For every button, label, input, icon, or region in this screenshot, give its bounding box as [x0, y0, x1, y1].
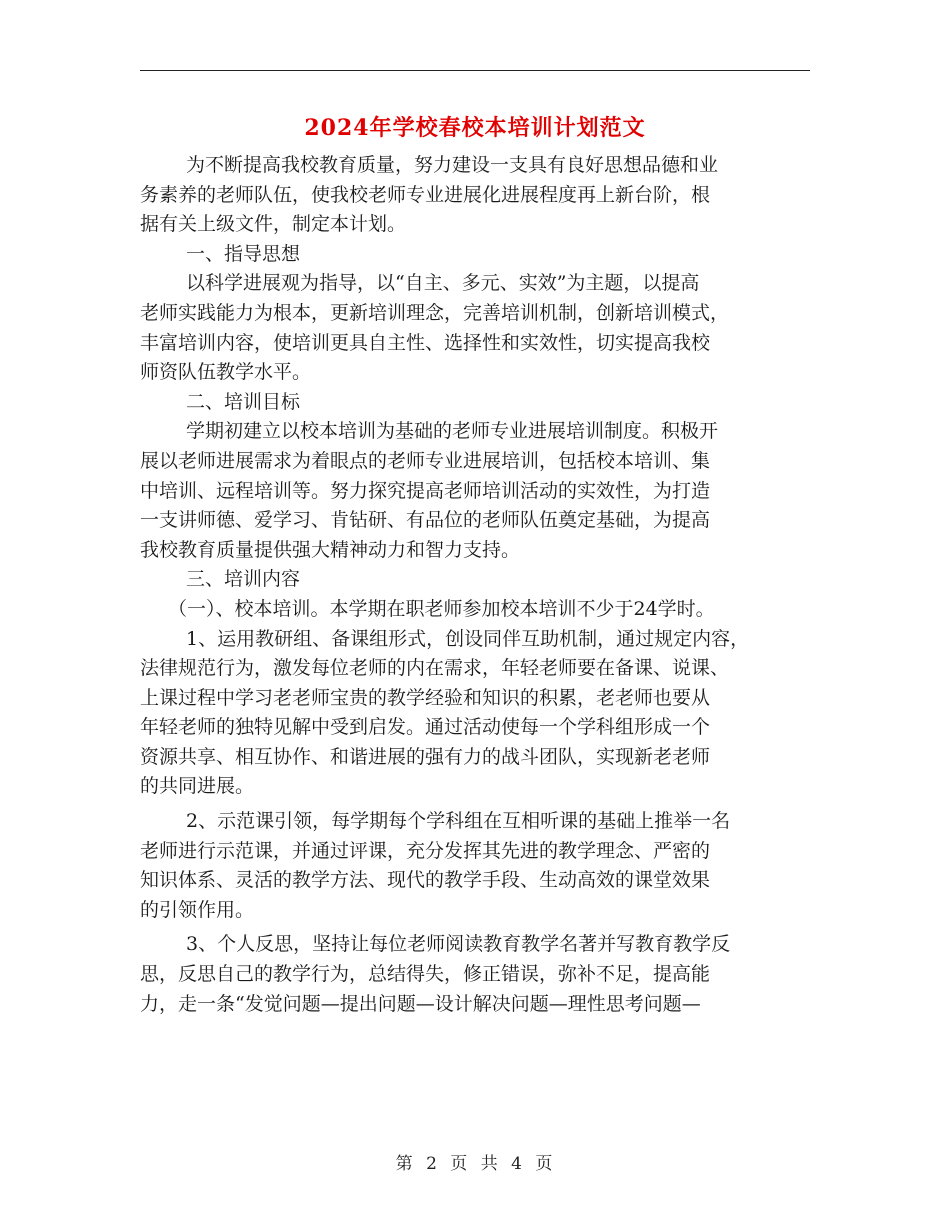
text-line: 丰富培训内容，使培训更具自主性、选择性和实效性，切实提高我校 [140, 331, 711, 354]
text-line: 二、培训目标 [186, 390, 301, 413]
text-line: 1、运用教研组、备课组形式，创设同伴互助机制，通过规定内容， [186, 627, 750, 650]
paragraph-intro [140, 151, 810, 240]
text-line: 老师实践能力为根本，更新培训理念，完善培训机制，创新培训模式， [140, 301, 730, 324]
text-line: 的引领作用。 [140, 898, 255, 921]
text-line: 3、个人反思，坚持让每位老师阅读教育教学名著并写教育教学反 [186, 933, 731, 956]
text-line: 上课过程中学习老老师宝贵的教学经验和知识的积累，老老师也要从 [140, 686, 711, 709]
text-line: 思，反思自己的教学行为，总结得失，修正错误，弥补不足，提高能 [140, 963, 711, 986]
heading-training-goals [140, 388, 810, 418]
text-line: 一、指导思想 [186, 242, 301, 265]
text-line: 资源共享、相互协作、和谐进展的强有力的战斗团队，实现新老老师 [140, 745, 711, 768]
text-line: 务素养的老师队伍，使我校老师专业进展化进展程度再上新台阶，根 [140, 183, 711, 206]
heading-guiding-thought [140, 240, 810, 270]
text-line: 年轻老师的独特见解中受到启发。通过活动使每一个学科组形成一个 [140, 716, 711, 739]
text-line: 我校教育质量提供强大精神动力和智力支持。 [140, 538, 521, 561]
text-line: 以科学进展观为指导，以“自主、多元、实效”为主题，以提高 [186, 272, 700, 295]
paragraph-school-training [140, 595, 810, 625]
text-line: 知识体系、灵活的教学方法、现代的教学手段、生动高效的课堂效果 [140, 869, 711, 892]
document-body [140, 151, 810, 1019]
heading-training-content [140, 565, 810, 595]
text-line: 的共同进展。 [140, 775, 255, 798]
text-line: 一支讲师德、爱学习、肯钻研、有品位的老师队伍奠定基础，为提高 [140, 509, 711, 532]
page-footer: 第 2 页 共 4 页 [395, 1154, 555, 1174]
text-line: 中培训、远程培训等。努力探究提高老师培训活动的实效性，为打造 [140, 479, 711, 502]
text-line: （一）、校本培训。本学期在职老师参加校本培训不少于24学时。 [168, 597, 715, 620]
paragraph-training-goals [140, 417, 810, 565]
header-rule [140, 70, 810, 71]
text-line: 为不断提高我校教育质量，努力建设一支具有良好思想品德和业 [186, 154, 719, 176]
paragraph-item-3 [140, 930, 810, 1019]
text-line: 法律规范行为，激发每位老师的内在需求，年轻老师要在备课、说课、 [140, 657, 730, 680]
paragraph-item-2 [140, 807, 810, 925]
paragraph-item-1 [140, 625, 810, 803]
text-line: 三、培训内容 [186, 568, 301, 591]
paragraph-guiding-thought [140, 269, 810, 387]
text-line: 力，走一条“发觉问题—提出问题—设计解决问题—理性思考问题— [140, 992, 701, 1015]
text-line: 据有关上级文件，制定本计划。 [140, 213, 407, 236]
text-line: 学期初建立以校本培训为基础的老师专业进展培训制度。积极开 [186, 420, 719, 443]
text-line: 师资队伍教学水平。 [140, 361, 312, 384]
text-line: 展以老师进展需求为着眼点的老师专业进展培训，包括校本培训、集 [140, 449, 711, 472]
text-line: 老师进行示范课，并通过评课，充分发挥其先进的教学理念、严密的 [140, 839, 711, 862]
document-title: 2024年学校春校本培训计划范文 [304, 115, 646, 141]
text-line: 2、示范课引领，每学期每个学科组在互相听课的基础上推举一名 [186, 810, 731, 833]
